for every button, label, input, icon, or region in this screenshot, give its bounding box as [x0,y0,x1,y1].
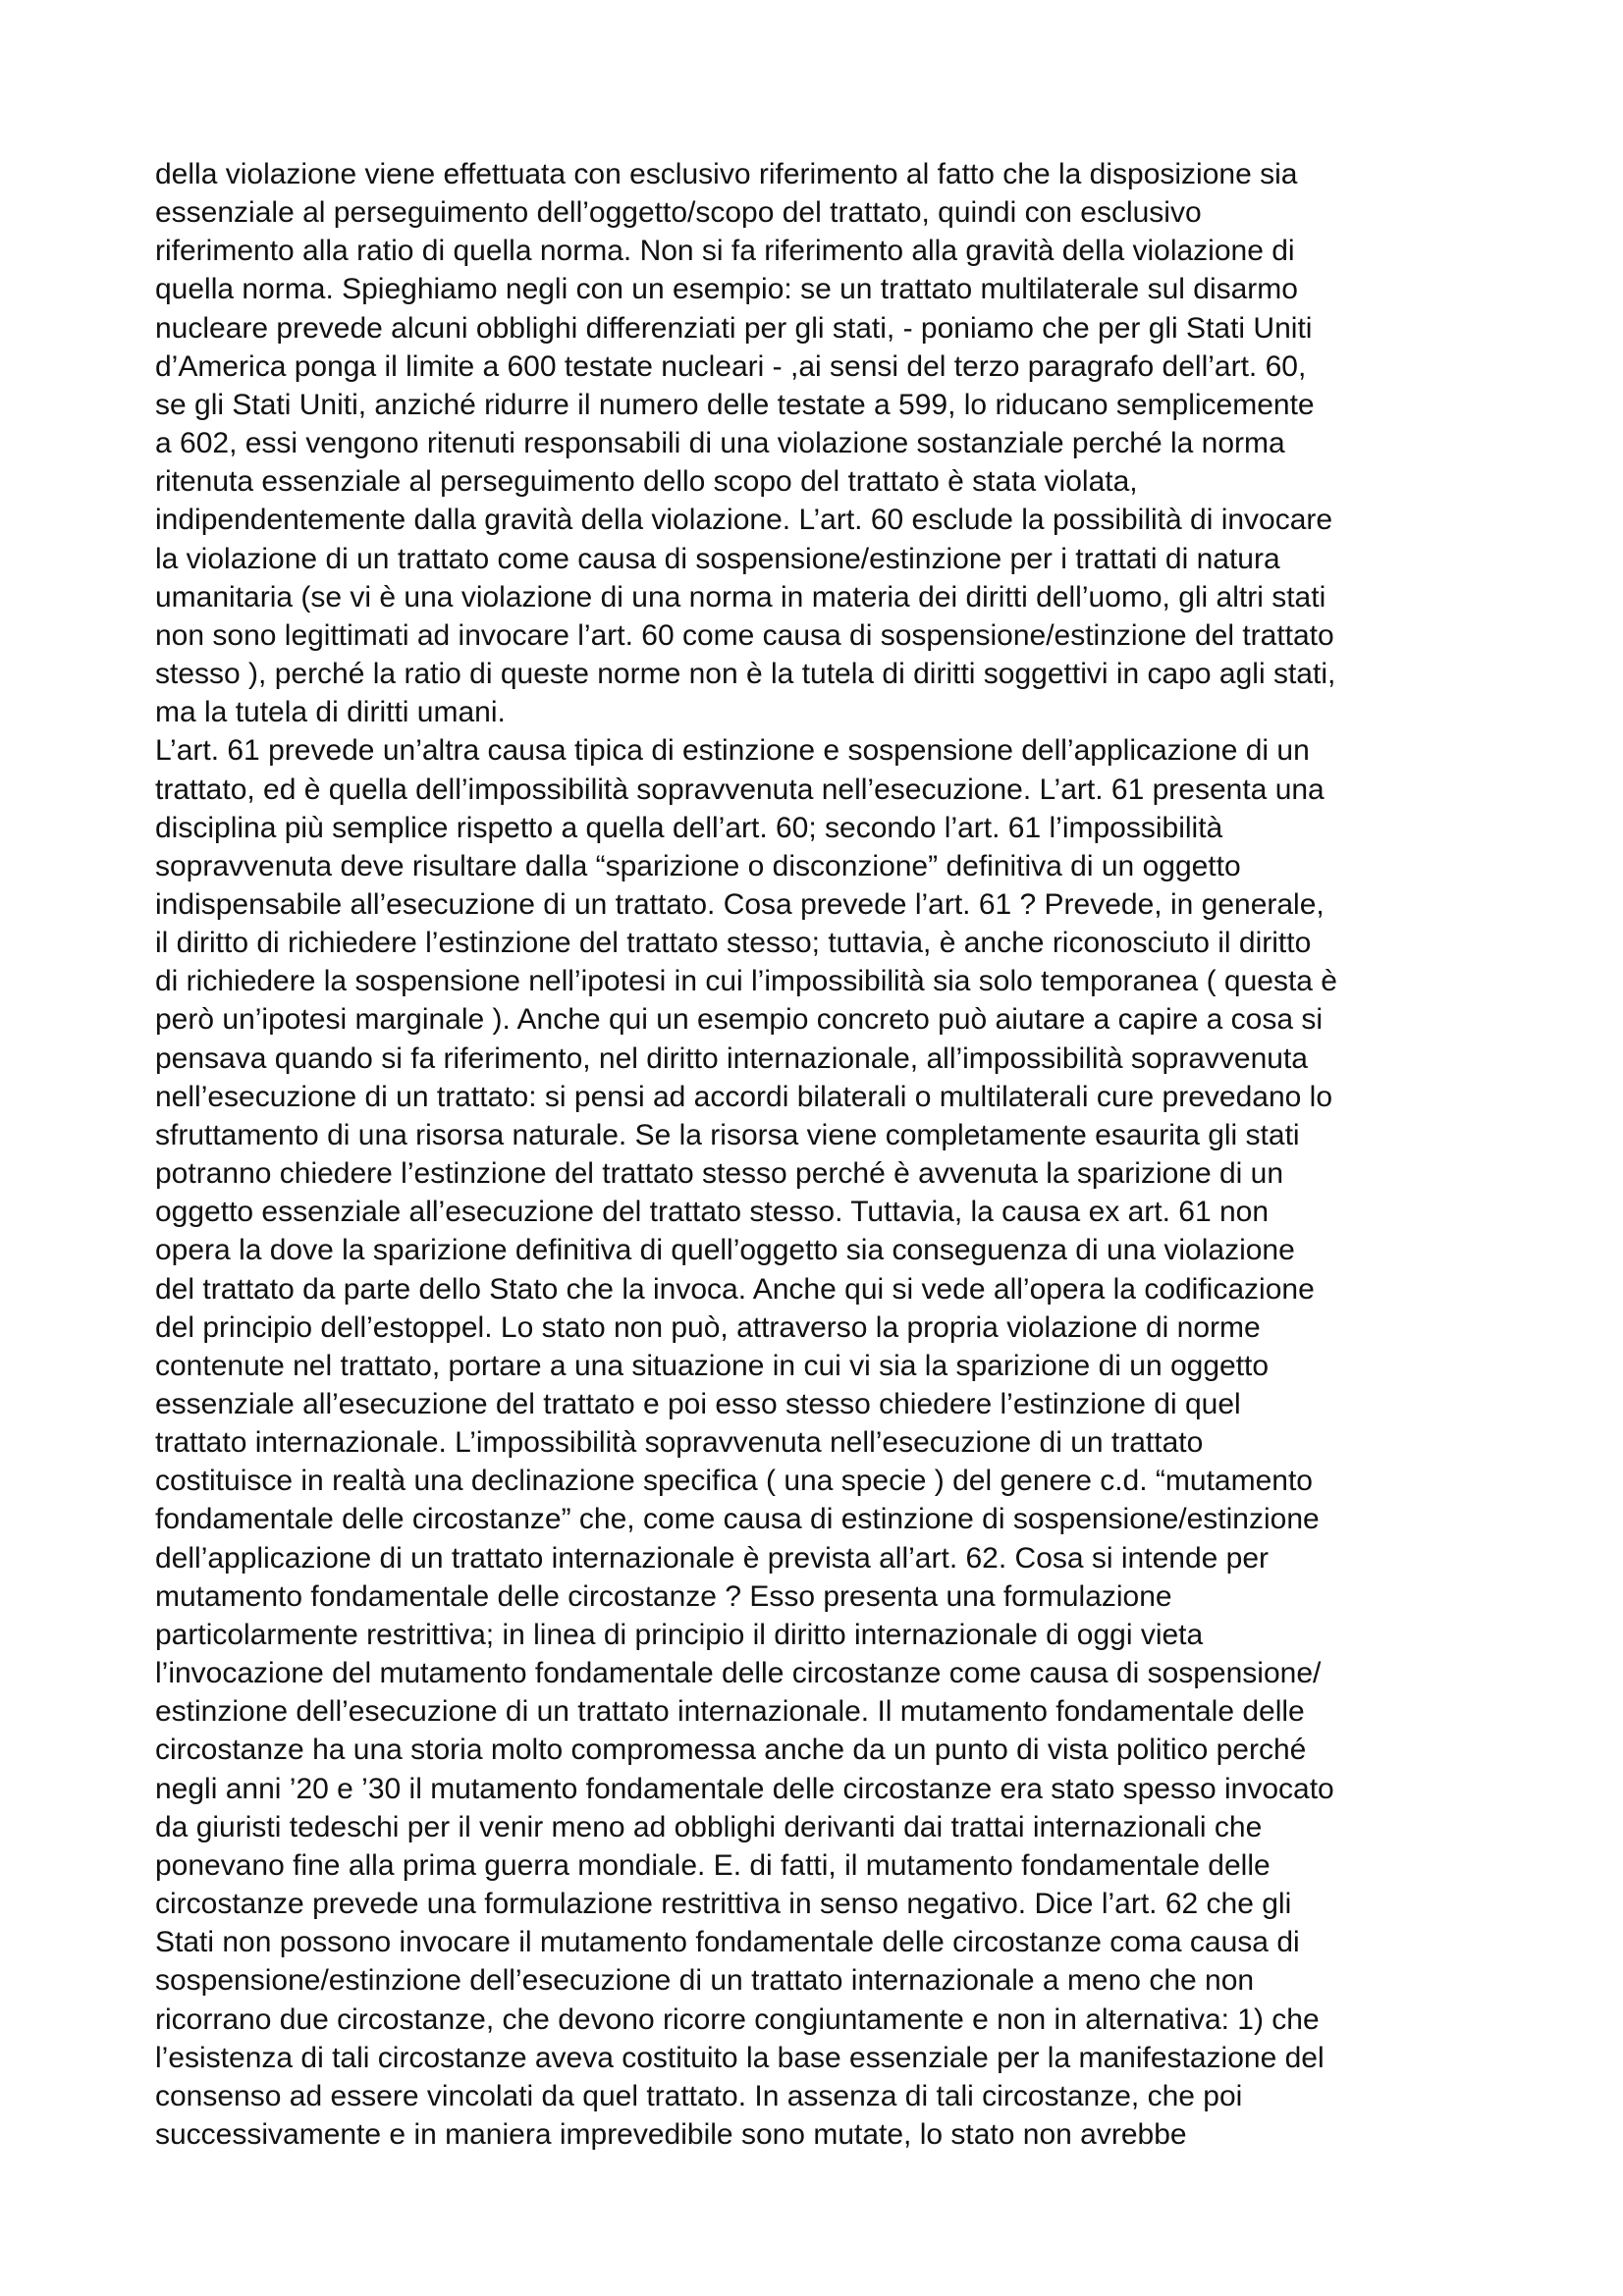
text-line: dell’applicazione di un trattato internazionale è prevista all’art. 62. Cosa si intende per [155,1541,1270,1575]
body-text [155,155,1471,2154]
text-line: sospensione/estinzione dell’esecuzione di un trattato internazionale a meno che non [155,1964,1255,1998]
text-line: stesso ), perché la ratio di queste norme non è la tutela di diritti soggettivi in capo agli stati, [155,658,1336,691]
text-line: il diritto di richiedere l’estinzione del trattato stesso; tuttavia, è anche riconosciuto il diritto [155,927,1312,960]
text-line: del trattato da parte dello Stato che la invoca. Anche qui si vede all’opera la codificazione [155,1272,1315,1306]
text-line: la violazione di un trattato come causa di sospensione/estinzione per i trattati di natura [155,542,1280,575]
text-line: ricorrano due circostanze, che devono ricorre congiuntamente e non in alternativa: 1) che [155,2002,1320,2036]
text-line: oggetto essenziale all’esecuzione del trattato stesso. Tuttavia, la causa ex art. 61 non [155,1196,1270,1229]
text-line: indispensabile all’esecuzione di un trattato. Cosa prevede l’art. 61 ? Prevede, in generale, [155,887,1325,921]
text-line: mutamento fondamentale delle circostanze ? Esso presenta una formulazione [155,1579,1172,1613]
text-line: riferimento alla ratio di quella norma. Non si fa riferimento alla gravità della violazione di [155,235,1295,268]
text-line: da giuristi tedeschi per il venir meno ad obblighi derivanti dai trattai internazionali che [155,1810,1263,1843]
text-line: circostanze ha una storia molto compromessa anche da un punto di vista politico perché [155,1734,1307,1767]
text-line: contenute nel trattato, portare a una situazione in cui vi sia la sparizione di un oggetto [155,1349,1270,1382]
text-line: nell’esecuzione di un trattato: si pensi ad accordi bilaterali o multilaterali cure prevedano lo [155,1080,1333,1113]
text-line: consenso ad essere vincolati da quel trattato. In assenza di tali circostanze, che poi [155,2079,1243,2112]
text-line: se gli Stati Uniti, anziché ridurre il numero delle testate a 599, lo riducano semplicemente [155,388,1315,421]
text-line: sopravvenuta deve risultare dalla “sparizione o disconzione” definitiva di un oggetto [155,849,1241,882]
text-line: successivamente e in maniera imprevedibile sono mutate, lo stato non avrebbe [155,2117,1187,2151]
text-line: quella norma. Spieghiamo negli con un esempio: se un trattato multilaterale sul disarmo [155,273,1298,306]
text-line: fondamentale delle circostanze” che, come causa di estinzione di sospensione/estinzione [155,1503,1320,1536]
text-line: pensava quando si fa riferimento, nel diritto internazionale, all’impossibilità sopravvenuta [155,1041,1308,1075]
text-line: essenziale all’esecuzione del trattato e poi esso stesso chiedere l’estinzione di quel [155,1388,1241,1420]
text-line: ritenuta essenziale al perseguimento dello scopo del trattato è stata violata, [155,465,1138,499]
text-line: però un’ipotesi marginale ). Anche qui un esempio concreto può aiutare a capire a cosa si [155,1003,1324,1037]
text-line: disciplina più semplice rispetto a quella dell’art. 60; secondo l’art. 61 l’impossibilità [155,811,1223,844]
text-line: costituisce in realtà una declinazione specifica ( una specie ) del genere c.d. “mutamento [155,1465,1313,1498]
text-line: opera la dove la sparizione definitiva di quell’oggetto sia conseguenza di una violazione [155,1234,1295,1267]
text-line: ponevano fine alla prima guerra mondiale. E. di fatti, il mutamento fondamentale delle [155,1848,1271,1882]
text-line: nucleare prevede alcuni obblighi differenziati per gli stati, - poniamo che per gli Stati Uniti [155,311,1313,345]
text-line: circostanze prevede una formulazione restrittiva in senso negativo. Dice l’art. 62 che gli [155,1888,1292,1921]
text-line: l’esistenza di tali circostanze aveva costituito la base essenziale per la manifestazione del [155,2041,1325,2074]
text-line: a 602, essi vengono ritenuti responsabili di una violazione sostanziale perché la norma [155,427,1285,460]
text-line: L’art. 61 prevede un’altra causa tipica di estinzione e sospensione dell’applicazione di un [155,734,1310,768]
text-line: l’invocazione del mutamento fondamentale delle circostanze come causa di sospensione/ [155,1657,1322,1690]
text-line: della violazione viene effettuata con esclusivo riferimento al fatto che la disposizione sia [155,158,1298,190]
text-line: indipendentemente dalla gravità della violazione. L’art. 60 esclude la possibilità di invocare [155,504,1333,537]
text-line: estinzione dell’esecuzione di un trattato internazionale. Il mutamento fondamentale delle [155,1695,1305,1729]
text-line: particolarmente restrittiva; in linea di principio il diritto internazionale di oggi vieta [155,1618,1204,1651]
text-line: trattato, ed è quella dell’impossibilità sopravvenuta nell’esecuzione. L’art. 61 presenta una [155,773,1325,806]
text-line: del principio dell’estoppel. Lo stato non può, attraverso la propria violazione di norme [155,1310,1261,1344]
text-line: ma la tutela di diritti umani. [155,696,506,729]
text-line: di richiedere la sospensione nell’ipotesi in cui l’impossibilità sia solo temporanea ( questa è [155,965,1337,998]
text-line: non sono legittimati ad invocare l’art. 60 come causa di sospensione/estinzione del trattato [155,618,1334,652]
text-line: potranno chiedere l’estinzione del trattato stesso perché è avvenuta la sparizione di un [155,1157,1284,1191]
text-line: umanitaria (se vi è una violazione di una norma in materia dei diritti dell’uomo, gli altri stati [155,580,1326,614]
text-line: d’America ponga il limite a 600 testate nucleari - ,ai sensi del terzo paragrafo dell’art. 60, [155,349,1307,383]
text-line: Stati non possono invocare il mutamento fondamentale delle circostanze coma causa di [155,1926,1300,1959]
text-line: trattato internazionale. L’impossibilità sopravvenuta nell’esecuzione di un trattato [155,1426,1204,1460]
text-line: sfruttamento di una risorsa naturale. Se la risorsa viene completamente esaurita gli stati [155,1118,1300,1151]
text-line: essenziale al perseguimento dell’oggetto/scopo del trattato, quindi con esclusivo [155,196,1202,230]
text-line: negli anni ’20 e ’30 il mutamento fondamentale delle circostanze era stato spesso invocato [155,1772,1334,1805]
